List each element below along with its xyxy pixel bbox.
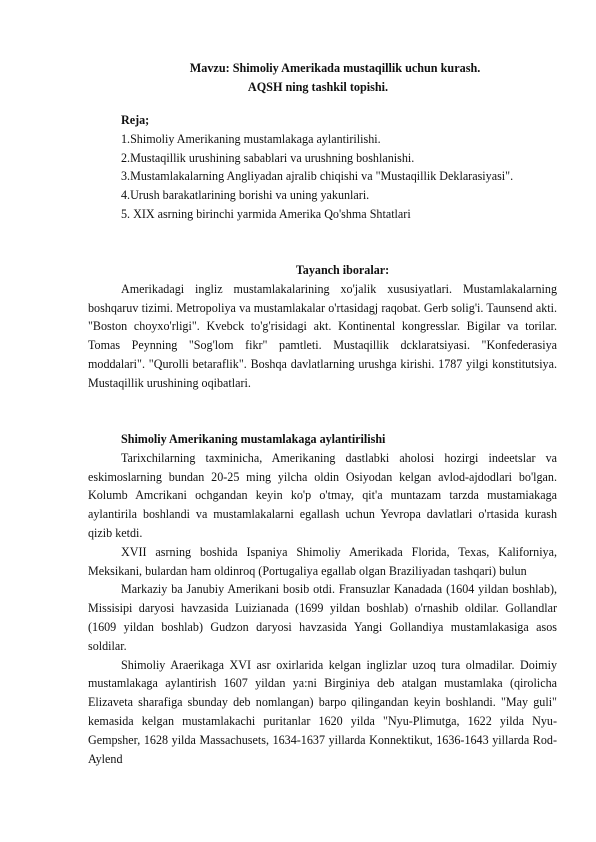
document-title: Mavzu: Shimoliy Amerikada mustaqillik uchun kurash. [189,61,481,75]
section-heading: Shimoliy Amerikaning mustamlakaga aylantirilishi [121,432,386,446]
paragraph: Tarixchilarning taxminicha, Amerikaning dastlabki aholosi hozirgi indeetslar va eskimoslarning bundan 20-25 ming yilcha oldin Osiyodan kelgan avlod-ajdodlari bo'lgan. Kolumb Amcrikani ochgandan keyin ko'p o'tmay, qit'a muntazam tarzda mustamiakaga aylantirila boshlandi va mustamlakalarni egallash uchun Yevropa davlatlari o'rtasida kurash qizib ketdi. [88,450,557,540]
plan-item: 4.Urush barakatlarining borishi va uning yakunlari. [121,188,370,203]
paragraph: Markaziy ba Janubiy Amerikani bosib otdi. Fransuzlar Kanadada (1604 yildan boshlab), Missisipi daryosi havzasida Luizianada (1699 yildan boshlab) o'rnashib oldilar. Gollandlar (1609 yildan boshlab) Gudzon daryosi havzasida Yangi Gollandiya mustamlakasiga asos soldilar. [88,582,557,653]
key-terms-text: Amerikadagi ingliz mustamlakalarining xo'jalik xususiyatlari. Mustamlakalarning boshqaruv tizimi. Metropoliya va mustamlakalar o'rtasidagj raqobat. Gerb solig'i. Taunsend akti. "Boston choyxo'rligi". Kvebck to'g'risidagi akt. Kontinental kongresslar. Bigilar va torilar. Tomas Peynning "Sog'lom fikr" pamtleti. Mustaqillik dcklaratsiyasi. "Konfederasiya moddalari". "Qurolli betaraflik". Boshqa davlatlarning urushga kirishi. 1787 yilgi konstitutsiya. Mustaqillik urushining oqibatlari. [88,281,557,390]
plan-item: 2.Mustaqillik urushining sabablari va urushning boshlanishi. [121,150,415,165]
plan-section [88,111,557,224]
section-colonization [88,430,557,768]
plan-heading: Reja; [121,113,150,127]
paragraph: XVII asrning boshida Ispaniya Shimoliy Amerikada Florida, Texas, Kaliforniya, Meksikani, bulardan ham oldinroq (Portugaliya egallab olgan Braziliyadan tashqari) bulun [88,544,557,578]
key-terms-section [88,261,557,393]
plan-item: 3.Mustamlakalarning Angliyadan ajralib chiqishi va "Mustaqillik Deklarasiyasi". [121,169,514,184]
key-terms-heading: Tayanch iboralar: [295,263,390,277]
paragraph: Shimoliy Araerikaga XVI asr oxirlarida kelgan inglizlar uzoq tura olmadilar. Doimiy mustamlakaga aylantirish 1607 yildan ya:ni Birginiya deb atalgan mustamlaka (qirolicha Elizaveta sharafiga sbunday deb nomlangan) barpo qilingandan keyin boshlandi. "May guli" kemasida kelgan mustamlakachi puritanlar 1620 yilda "Nyu-Plimutga, 1622 yilda Nyu-Gempsher, 1628 yilda Massachusets, 1634-1637 yillarda Konnektikut, 1636-1643 yillarda Rod-Aylend [88,657,557,766]
plan-item: 5. XIX asrning birinchi yarmida Amerika Qo'shma Shtatlari [121,206,411,221]
document-subtitle: AQSH ning tashkil topishi. [247,80,389,94]
plan-item: 1.Shimoliy Amerikaning mustamlakaga aylantirilishi. [121,131,381,146]
